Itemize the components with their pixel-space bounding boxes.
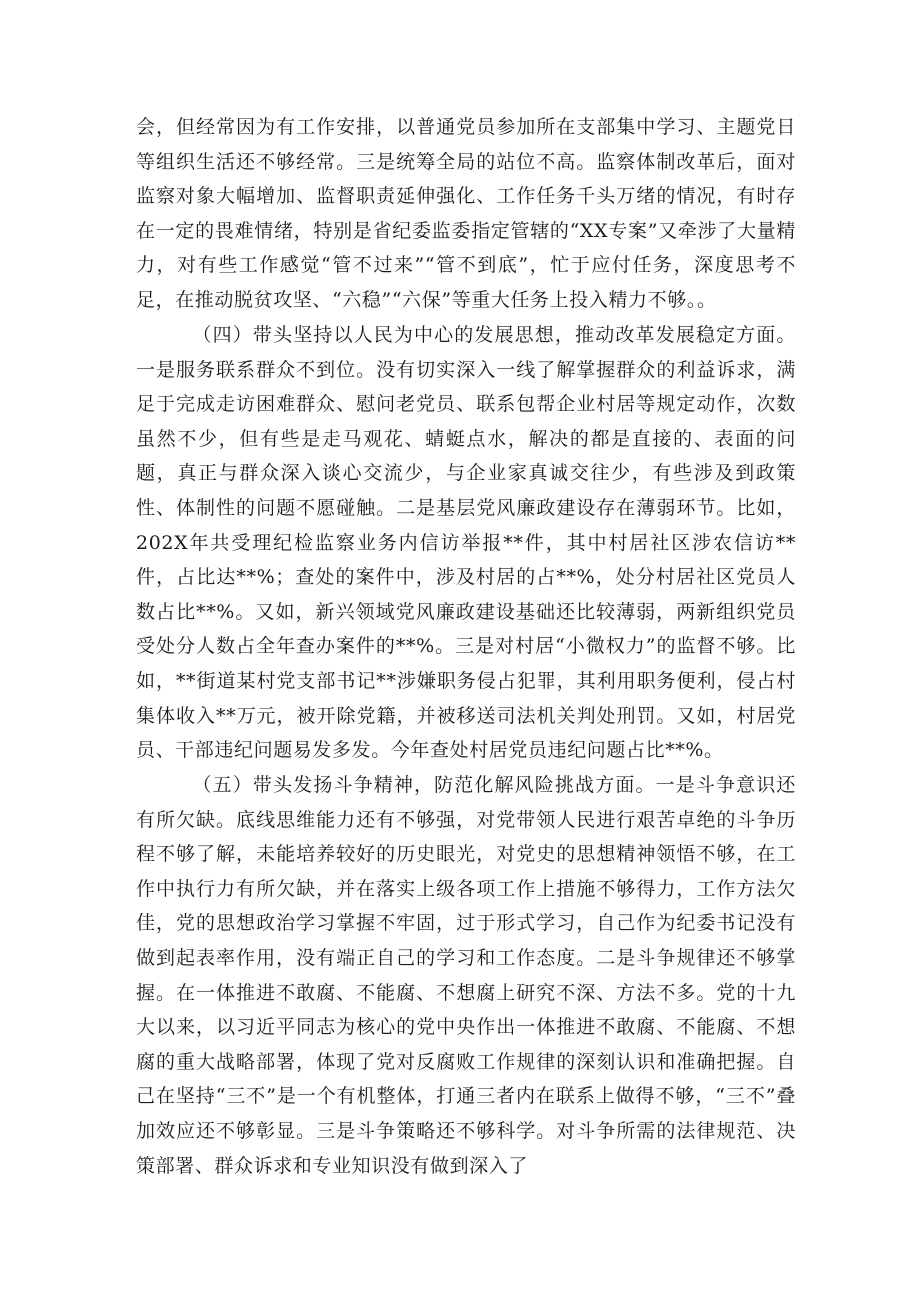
paragraph-section-five xyxy=(136,768,796,1183)
paragraph-continuation xyxy=(136,110,796,318)
paragraph-text: （五）带头发扬斗争精神，防范化解风险挑战方面。一是斗争意识还有所欠缺。底线思维能力还有不够强，对党带领人民进行艰苦卓绝的斗争历程不够了解，未能培养较好的历史眼光，对党史的思想精神领悟不够，在工作中执行力有所欠缺，并在落实上级各项工作上措施不够得力，工作方法欠佳，党的思想政治学习掌握不牢固，过于形式学习，自己作为纪委书记没有做到起表率作用，没有端正自己的学习和工作态度。二是斗争规律还不够掌握。在一体推进不敢腐、不能腐、不想腐上研究不深、方法不多。党的十九大以来，以习近平同志为核心的党中央作出一体推进不敢腐、不能腐、不想腐的重大战略部署，体现了党对反腐败工作规律的深刻认识和准确把握。自己在坚持“三不”是一个有机整体，打通三者内在联系上做得不够，“三不”叠加效应还不够彰显。三是斗争策略还不够科学。对斗争所需的法律规范、决策部署、群众诉求和专业知识没有做到深入了 xyxy=(136,774,796,1177)
paragraph-text: 会，但经常因为有工作安排，以普通党员参加所在支部集中学习、主题党日等组织生活还不够经常。三是统筹全局的站位不高。监察体制改革后，面对监察对象大幅增加、监督职责延伸强化、工作任务千头万绪的情况，有时存在一定的畏难情绪，特别是省纪委监委指定管辖的“XX专案”又牵涉了大量精力，对有些工作感觉“管不过来”“管不到底”，忙于应付任务，深度思考不足，在推动脱贫攻坚、“六稳”“六保”等重大任务上投入精力不够。。 xyxy=(136,116,796,311)
paragraph-text: （四）带头坚持以人民为中心的发展思想，推动改革发展稳定方面。一是服务联系群众不到位。没有切实深入一线了解掌握群众的利益诉求，满足于完成走访困难群众、慰问老党员、联系包帮企业村居等规定动作，次数虽然不少，但有些是走马观花、蜻蜓点水，解决的都是直接的、表面的问题，真正与群众深入谈心交流少，与企业家真诚交往少，有些涉及到政策性、体制性的问题不愿碰触。二是基层党风廉政建设存在薄弱环节。比如，202X年共受理纪检监察业务内信访举报**件，其中村居社区涉农信访**件，占比达**%；查处的案件中，涉及村居的占**%，处分村居社区党员人数占比**%。又如，新兴领域党风廉政建设基础还比较薄弱，两新组织党员受处分人数占全年查办案件的**%。三是对村居“小微权力”的监督不够。比如，**街道某村党支部书记**涉嫌职务侵占犯罪，其利用职务便利，侵占村集体收入**万元，被开除党籍，并被移送司法机关判处刑罚。又如，村居党员、干部违纪问题易发多发。今年查处村居党员违纪问题占比**%。 xyxy=(136,324,796,762)
paragraph-section-four xyxy=(136,318,796,768)
